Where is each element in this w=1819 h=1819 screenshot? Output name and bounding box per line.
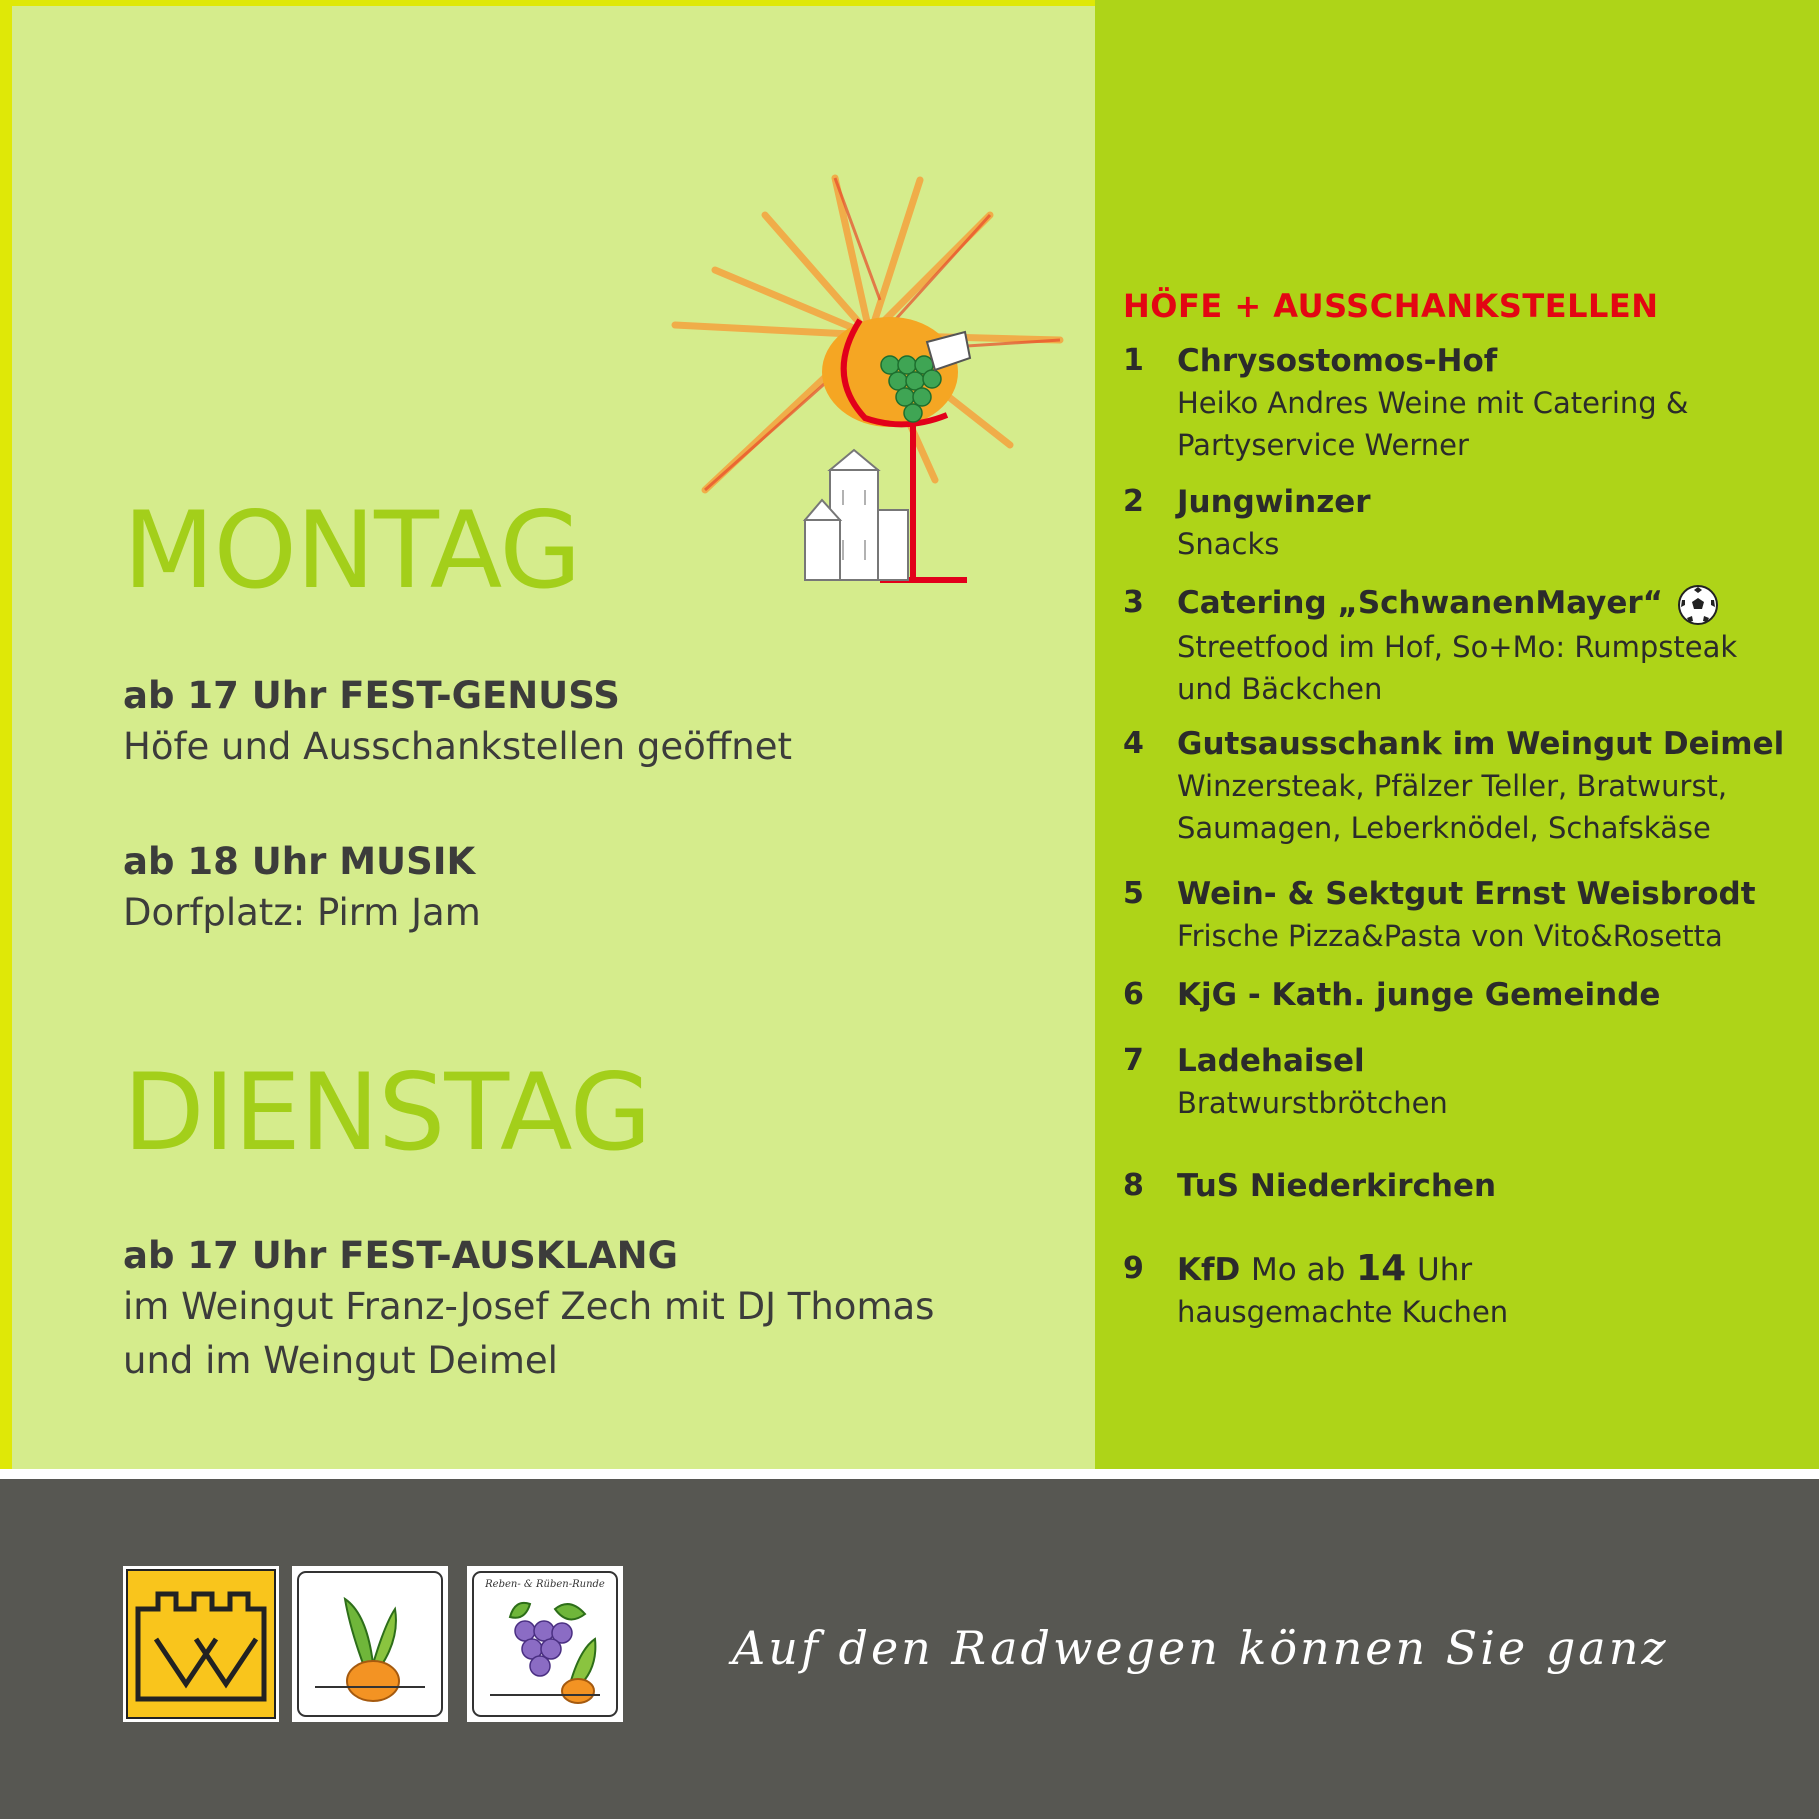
monday-event-2 [123, 838, 1023, 940]
crown-logo-icon [123, 1566, 279, 1722]
soccer-ball-icon [1677, 584, 1719, 626]
venue-time-prefix: Mo ab [1251, 1252, 1346, 1288]
venue-detail: Winzersteak, Pfälzer Teller, Bratwurst, [1177, 769, 1728, 803]
event-description: Höfe und Ausschankstellen geöffnet [123, 725, 792, 768]
sugar-beet-logo-icon [292, 1566, 448, 1722]
venues-heading: HÖFE + AUSSCHANKSTELLEN [1123, 287, 1659, 325]
venue-detail: hausgemachte Kuchen [1177, 1295, 1509, 1329]
venue-name: KjG - Kath. junge Gemeinde [1177, 977, 1661, 1013]
monday-event-1 [123, 672, 1023, 774]
venue-name: Wein- & Sektgut Ernst Weisbrodt [1177, 876, 1756, 912]
monday-heading: MONTAG [123, 489, 581, 612]
event-title: ab 17 Uhr FEST-AUSKLANG [123, 1234, 678, 1277]
venue-number: 8 [1123, 1168, 1144, 1203]
venue-number: 9 [1123, 1251, 1144, 1286]
event-title: ab 17 Uhr FEST-GENUSS [123, 674, 620, 717]
venue-detail: Snacks [1177, 527, 1280, 561]
venue-detail: Heiko Andres Weine mit Catering & [1177, 386, 1689, 420]
venue-name-text: KfD [1177, 1252, 1241, 1288]
venue-number: 4 [1123, 726, 1144, 761]
venue-detail: Partyservice Werner [1177, 428, 1469, 462]
event-description: im Weingut Franz-Josef Zech mit DJ Thomas [123, 1285, 935, 1328]
venue-number: 2 [1123, 484, 1144, 519]
venue-name: Chrysostomos-Hof [1177, 343, 1498, 379]
venue-time-hour: 14 [1356, 1248, 1407, 1289]
venue-time-unit: Uhr [1417, 1252, 1473, 1288]
event-description: und im Weingut Deimel [123, 1339, 558, 1382]
venue-name: TuS Niederkirchen [1177, 1168, 1497, 1204]
grapes-beet-logo-icon [467, 1566, 623, 1722]
divider [0, 1469, 1819, 1479]
tuesday-heading: DIENSTAG [123, 1051, 651, 1174]
event-title: ab 18 Uhr MUSIK [123, 840, 476, 883]
venue-detail: und Bäckchen [1177, 671, 1383, 706]
footer-slogan: Auf den Radwegen können Sie ganz [732, 1621, 1669, 1675]
venue-name: Jungwinzer [1177, 484, 1371, 520]
venue-number: 1 [1123, 343, 1144, 378]
venue-name [1177, 582, 1807, 626]
venue-number: 3 [1123, 585, 1144, 620]
venue-number: 7 [1123, 1043, 1144, 1078]
venue-name: Ladehaisel [1177, 1043, 1365, 1079]
event-description: Dorfplatz: Pirm Jam [123, 891, 481, 934]
venue-number: 5 [1123, 876, 1144, 911]
logo-caption: Reben- & Rüben-Runde [485, 1579, 605, 1590]
venue-number: 6 [1123, 977, 1144, 1012]
venue-detail: Frische Pizza&Pasta von Vito&Rosetta [1177, 919, 1723, 953]
festival-sun-logo-icon [665, 160, 1075, 600]
venue-detail: Streetfood im Hof, So+Mo: Rumpsteak [1177, 629, 1738, 664]
venue-name-text: Catering „SchwanenMayer“ [1177, 585, 1664, 621]
tuesday-event-1 [123, 1232, 1023, 1388]
venue-detail: Bratwurstbrötchen [1177, 1086, 1448, 1120]
venue-name [1177, 1248, 1807, 1291]
venue-name: Gutsausschank im Weingut Deimel [1177, 726, 1785, 762]
venue-detail: Saumagen, Leberknödel, Schafskäse [1177, 811, 1711, 845]
